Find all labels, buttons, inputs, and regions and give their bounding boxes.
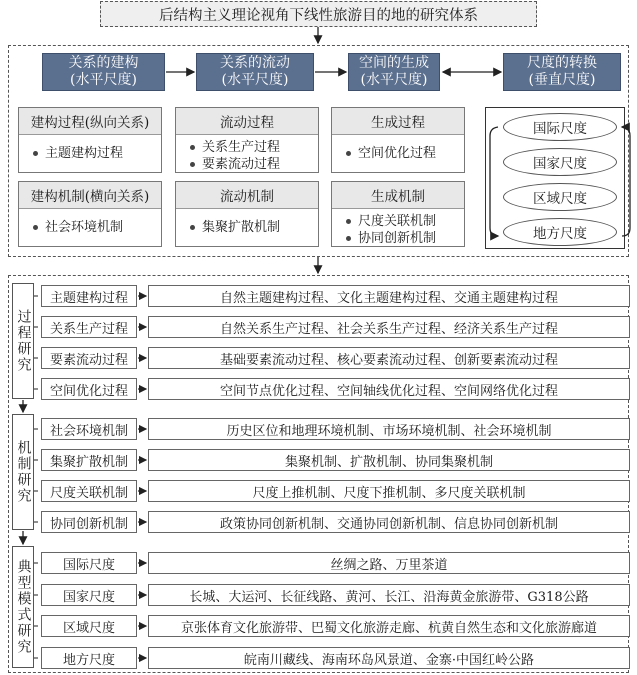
card-item-text: 要素流动过程	[202, 157, 281, 172]
header-line1: 尺度的转换	[527, 55, 597, 71]
row-label-space-optimization: 空间优化过程	[41, 378, 137, 400]
row-label-regional-scale: 区域尺度	[41, 615, 137, 637]
scale-oval-national: 国家尺度	[503, 148, 617, 176]
row-value: 政策协同创新机制、交通协同创新机制、信息协同创新机制	[148, 511, 630, 533]
row-value: 自然主题建构过程、文化主题建构过程、交通主题建构过程	[148, 285, 630, 307]
card-item-text: 协同创新机制	[358, 231, 437, 246]
row-bracket-arrows	[138, 296, 146, 658]
scale-oval-local: 地方尺度	[503, 218, 617, 246]
row-value: 尺度上推机制、尺度下推机制、多尺度关联机制	[148, 480, 630, 502]
diagram-title: 后结构主义理论视角下线性旅游目的地的研究体系	[100, 1, 537, 27]
scale-oval-international: 国际尺度	[503, 113, 617, 141]
card-item-text: 集聚扩散机制	[202, 220, 281, 235]
row-label-scale-linkage: 尺度关联机制	[41, 480, 137, 502]
card-title: 生成过程	[332, 108, 464, 135]
card-title: 流动机制	[176, 182, 318, 209]
card-title: 生成机制	[332, 182, 464, 209]
header-line2: (水平尺度)	[360, 72, 428, 88]
card-item-text: 关系生产过程	[202, 140, 281, 155]
row-value: 历史区位和地理环境机制、市场环境机制、社会环境机制	[148, 418, 630, 440]
card-title: 流动过程	[176, 108, 318, 135]
header-line2: (垂直尺度)	[528, 72, 596, 88]
section-label-mechanism: 机制研究	[12, 414, 34, 530]
header-line2: (水平尺度)	[221, 72, 289, 88]
card-item-text: 社会环境机制	[45, 220, 124, 235]
card-title: 建构过程(纵向关系)	[19, 108, 161, 135]
section-label-process: 过程研究	[12, 283, 34, 399]
row-value: 长城、大运河、长征线路、黄河、长江、沿海黄金旅游带、G318公路	[148, 584, 630, 606]
row-label-element-flow: 要素流动过程	[41, 347, 137, 369]
scale-cycle-arrows	[490, 127, 630, 236]
row-value: 集聚机制、扩散机制、协同集聚机制	[148, 449, 630, 471]
row-value: 空间节点优化过程、空间轴线优化过程、空间网络优化过程	[148, 378, 630, 400]
row-label-social-environment: 社会环境机制	[41, 418, 137, 440]
header-line1: 关系的流动	[220, 55, 290, 71]
row-value: 京张体育文化旅游带、巴蜀文化旅游走廊、杭黄自然生态和文化旅游廊道	[148, 615, 630, 637]
row-label-collaborative-innovation: 协同创新机制	[41, 511, 137, 533]
card-item-text: 尺度关联机制	[358, 214, 437, 229]
row-value: 皖南川藏线、海南环岛风景道、金寨·中国红岭公路	[148, 647, 630, 669]
row-label-local-scale: 地方尺度	[41, 647, 137, 669]
row-value: 基础要素流动过程、核心要素流动过程、创新要素流动过程	[148, 347, 630, 369]
card-item-text: 主题建构过程	[45, 146, 124, 161]
header-line1: 空间的生成	[359, 55, 429, 71]
row-label-theme-construction: 主题建构过程	[41, 285, 137, 307]
card-title: 建构机制(横向关系)	[19, 182, 161, 209]
row-value: 自然关系生产过程、社会关系生产过程、经济关系生产过程	[148, 316, 630, 338]
row-label-relation-production: 关系生产过程	[41, 316, 137, 338]
section-brackets	[34, 296, 38, 658]
scale-oval-regional: 区域尺度	[503, 183, 617, 211]
header-line2: (水平尺度)	[70, 72, 137, 88]
row-label-international-scale: 国际尺度	[41, 552, 137, 574]
row-label-national-scale: 国家尺度	[41, 584, 137, 606]
row-label-agglomeration-diffusion: 集聚扩散机制	[41, 449, 137, 471]
card-item-text: 空间优化过程	[358, 146, 437, 161]
row-value: 丝绸之路、万里茶道	[148, 552, 630, 574]
header-line1: 关系的建构	[68, 55, 139, 71]
section-label-pattern: 典型模式研究	[12, 546, 34, 668]
